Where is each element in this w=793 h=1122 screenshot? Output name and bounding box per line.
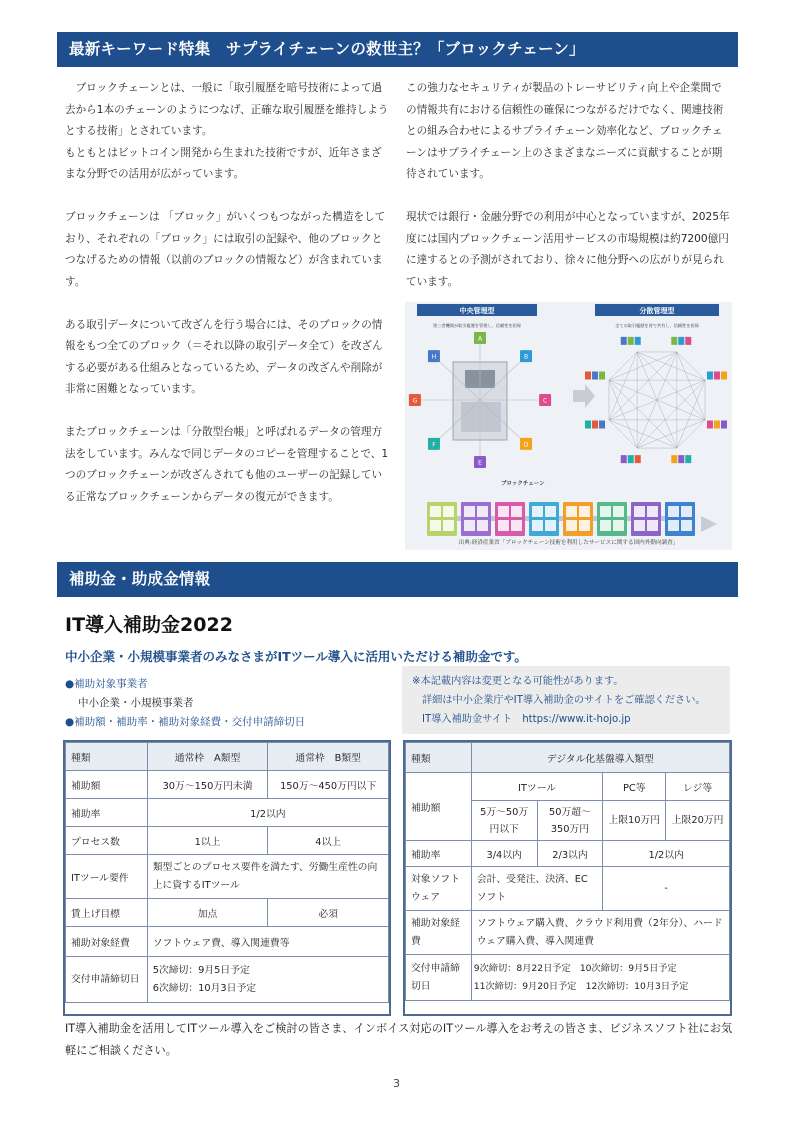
distributed-node-block bbox=[671, 337, 677, 345]
chain-link bbox=[457, 516, 461, 521]
left-column bbox=[65, 78, 391, 530]
distributed-node-block bbox=[714, 420, 720, 428]
bullet-eligible: ●補助対象事業者 bbox=[65, 678, 148, 690]
bullet-amounts: ●補助額・補助率・補助対象経費・交付申請締切日 bbox=[65, 716, 306, 728]
chain-block-record bbox=[464, 506, 475, 517]
chain-block-record bbox=[579, 506, 590, 517]
paragraph-security: この強力なセキュリティが製品のトレーサビリティ向上や企業間での情報共有における信頼性の確保につながるだけでなく、関連技術との組み合わせによるサプライチェーン効率化など、ブロックチェーンはサプライチェーン上のさまざまなニーズに貢献することが期待されています。 bbox=[406, 82, 724, 180]
chain-block-record bbox=[477, 506, 488, 517]
chain-block-record bbox=[477, 520, 488, 531]
chain-block-record bbox=[430, 520, 441, 531]
paragraph-origin: もともとはビットコイン開発から生まれた技術ですが、近年さまざまな分野での活用が広がっています。 bbox=[65, 146, 382, 180]
chain-block-record bbox=[600, 520, 611, 531]
distributed-node-block bbox=[678, 337, 684, 345]
distributed-node-block bbox=[685, 337, 691, 345]
distributed-node-block bbox=[721, 372, 727, 380]
central-node-letter: A bbox=[477, 335, 483, 343]
t2-label: 補助額 bbox=[406, 773, 472, 841]
paragraph-market: 現状では銀行・金融分野での利用が中心となっていますが、2025年度には国内ブロックチェーン活用サービスの市場規模は約7200億円に達するとの予測がされており、徐々に他分野への広がりが見られています。 bbox=[406, 211, 730, 288]
distributed-node-block bbox=[585, 372, 591, 380]
notice-line-1: ※本記載内容は変更となる可能性があります。 bbox=[412, 676, 624, 687]
chain-link bbox=[525, 516, 529, 521]
distributed-node-block bbox=[599, 420, 605, 428]
distributed-node-block bbox=[628, 337, 634, 345]
chain-block-record bbox=[634, 506, 645, 517]
chain-block-record bbox=[647, 506, 658, 517]
t2-cell: - bbox=[603, 867, 730, 911]
central-node-letter: H bbox=[431, 353, 437, 361]
t1-cell: 類型ごとのプロセス要件を満たす、労働生産性の向上に資するITツール bbox=[147, 855, 388, 899]
distributed-node-block bbox=[585, 420, 591, 428]
blockchain-diagram bbox=[405, 302, 732, 550]
chain-block-record bbox=[566, 506, 577, 517]
chain-block-record bbox=[532, 520, 543, 531]
section-heading-subsidy: 補助金・助成金情報 bbox=[57, 562, 738, 597]
t2-deadline-2: 11次締切：9月20日予定 12次締切：10月3日予定 bbox=[473, 980, 689, 992]
distributed-link bbox=[609, 380, 677, 448]
chain-block-record bbox=[613, 506, 624, 517]
distributed-node-block bbox=[671, 455, 677, 463]
t1-cell: 1以上 bbox=[147, 827, 268, 855]
t2-sub-it: ITツール bbox=[471, 773, 603, 801]
chain-block-record bbox=[443, 506, 454, 517]
notice-link[interactable]: IT導入補助金サイト https://www.it-hojo.jp bbox=[422, 714, 631, 725]
chain-link bbox=[491, 516, 495, 521]
t2-header-type: 種類 bbox=[406, 743, 472, 773]
distributed-link bbox=[637, 380, 705, 448]
distributed-link bbox=[677, 352, 705, 380]
chain-block-record bbox=[634, 520, 645, 531]
distributed-node-block bbox=[592, 372, 598, 380]
distributed-node-block bbox=[707, 420, 713, 428]
distributed-node-block bbox=[678, 455, 684, 463]
central-node-letter: B bbox=[523, 353, 529, 361]
t2-sub-pc: PC等 bbox=[603, 773, 666, 801]
chain-block-record bbox=[647, 520, 658, 531]
t1-deadline-2: 6次締切：10月3日予定 bbox=[152, 982, 257, 994]
table-digital-frame bbox=[405, 742, 730, 1001]
chain-block-record bbox=[668, 506, 679, 517]
distributed-link bbox=[609, 352, 637, 420]
paragraph-structure: ブロックチェーンは 「ブロック」がいくつもつながった構造をしており、それぞれの「ブロック」には取引の記録や、他のブロックとつなげるための情報（以前のブロックの情報など）が含まれています。 bbox=[65, 211, 386, 288]
chain-block-record bbox=[681, 520, 692, 531]
distributed-node-block bbox=[721, 420, 727, 428]
diagram-source: 出典:経済産業省「ブロックチェーン技術を利用したサービスに関する国内外動向調査」 bbox=[458, 540, 679, 546]
t1-label: 交付申請締切日 bbox=[66, 957, 148, 1003]
chain-link bbox=[627, 516, 631, 521]
notice-line-2: 詳細は中小企業庁やIT導入補助金のサイトをご確認ください。 bbox=[422, 695, 706, 706]
right-column bbox=[406, 78, 732, 315]
t2-cell: 会計、受発注、決済、ECソフト bbox=[471, 867, 603, 911]
chain-block-record bbox=[443, 520, 454, 531]
t2-label: 補助対象経費 bbox=[406, 911, 472, 955]
t1-deadline-1: 5次締切：9月5日予定 bbox=[152, 964, 250, 976]
distributed-node-block bbox=[635, 455, 641, 463]
distributed-node-block bbox=[685, 455, 691, 463]
distributed-node-block bbox=[628, 455, 634, 463]
t1-header-a: 通常枠 A類型 bbox=[147, 743, 268, 771]
t1-label: ITツール要件 bbox=[66, 855, 148, 899]
distributed-link bbox=[609, 420, 677, 448]
t2-cell: 3/4以内 bbox=[471, 841, 537, 867]
notice-box bbox=[402, 666, 730, 734]
t1-label: プロセス数 bbox=[66, 827, 148, 855]
subsidy-bullets bbox=[65, 675, 305, 732]
distributed-node-block bbox=[714, 372, 720, 380]
t2-cell: ソフトウェア購入費、クラウド利用費（2年分）、ハードウェア購入費、導入関連費 bbox=[471, 911, 729, 955]
t2-cell bbox=[471, 955, 729, 1001]
chain-block-record bbox=[545, 506, 556, 517]
paragraph-definition: ブロックチェーンとは、一般に「取引履歴を暗号技術によって過去から1本のチェーンのようにつなげ、正確な取引履歴を維持しようとする技術」とされています。 bbox=[65, 82, 389, 137]
chain-block-record bbox=[579, 520, 590, 531]
distributed-node-block bbox=[621, 337, 627, 345]
chain-block-record bbox=[613, 520, 624, 531]
chain-block-record bbox=[430, 506, 441, 517]
chain-block-record bbox=[464, 520, 475, 531]
distributed-title: 分散管理型 bbox=[639, 307, 675, 315]
distributed-link bbox=[609, 352, 637, 380]
distributed-node-block bbox=[599, 372, 605, 380]
chain-block-record bbox=[668, 520, 679, 531]
central-node-letter: F bbox=[432, 441, 436, 449]
t2-label: 補助率 bbox=[406, 841, 472, 867]
t1-label: 補助率 bbox=[66, 799, 148, 827]
chain-link bbox=[593, 516, 597, 521]
t2-label: 対象ソフトウェア bbox=[406, 867, 472, 911]
central-title: 中央管理型 bbox=[459, 307, 495, 315]
t1-cell: 4以上 bbox=[268, 827, 389, 855]
distributed-link bbox=[609, 352, 677, 420]
central-node-letter: G bbox=[412, 397, 418, 405]
t2-sub-reg: レジ等 bbox=[666, 773, 730, 801]
t2-cell: 50万超～350万円 bbox=[537, 801, 603, 841]
chain-link bbox=[661, 516, 665, 521]
t2-cell: 1/2以内 bbox=[603, 841, 730, 867]
t1-cell: 加点 bbox=[147, 899, 268, 927]
distributed-node-block bbox=[592, 420, 598, 428]
chain-arrow-icon bbox=[701, 516, 717, 532]
distributed-link bbox=[637, 352, 705, 380]
t1-cell: 30万～150万円未満 bbox=[147, 771, 268, 799]
t2-deadline-1: 9次締切：8月22日予定 10次締切：9月5日予定 bbox=[473, 962, 677, 974]
arrow-icon bbox=[573, 384, 595, 408]
t2-cell: 上限10万円 bbox=[603, 801, 666, 841]
central-node-letter: D bbox=[523, 441, 529, 449]
chain-block-record bbox=[566, 520, 577, 531]
t1-cell: 150万～450万円以下 bbox=[268, 771, 389, 799]
chain-block-record bbox=[498, 506, 509, 517]
t1-cell: ソフトウェア費、導入関連費等 bbox=[147, 927, 388, 957]
central-ledger bbox=[461, 402, 501, 432]
chain-label: ブロックチェーン bbox=[501, 481, 545, 487]
subsidy-title: IT導入補助金2022 bbox=[65, 614, 233, 636]
chain-block-record bbox=[681, 506, 692, 517]
chain-block-record bbox=[498, 520, 509, 531]
distributed-link bbox=[609, 420, 637, 448]
subsidy-subtitle: 中小企業・小規模事業者のみなさまがITツール導入に活用いただける補助金です。 bbox=[65, 649, 527, 664]
t1-label: 補助対象経費 bbox=[66, 927, 148, 957]
central-node-letter: C bbox=[542, 397, 548, 405]
central-node-letter: E bbox=[478, 459, 482, 467]
t1-cell: 1/2以内 bbox=[147, 799, 388, 827]
distributed-node-block bbox=[621, 455, 627, 463]
table-normal-frame bbox=[65, 742, 389, 1003]
chain-block-record bbox=[511, 506, 522, 517]
t2-cell: 上限20万円 bbox=[666, 801, 730, 841]
section-heading-blockchain: 最新キーワード特集 サプライチェーンの救世主？「ブロックチェーン」 bbox=[57, 32, 738, 67]
chain-block-record bbox=[600, 506, 611, 517]
chain-block-record bbox=[511, 520, 522, 531]
t1-label: 補助額 bbox=[66, 771, 148, 799]
distributed-node-block bbox=[635, 337, 641, 345]
central-caption: 第三者機関が取引履歴を管理し、信頼性を担保 bbox=[433, 323, 521, 328]
t1-header-type: 種類 bbox=[66, 743, 148, 771]
t2-cell: 5万～50万円以下 bbox=[471, 801, 537, 841]
distributed-link bbox=[637, 352, 705, 420]
t2-cell: 2/3以内 bbox=[537, 841, 603, 867]
paragraph-distributed: またブロックチェーンは「分散型台帳」と呼ばれるデータの管理方法をしています。みんなで同じデータのコピーを管理することで、1つのブロックチェーンが改ざんされても他のユーザーの記録している正常なブロックチェーンからデータの復元ができます。 bbox=[65, 426, 389, 503]
paragraph-tamper: ある取引データについて改ざんを行う場合には、そのブロックの情報をもつ全てのブロック（＝それ以降の取引データ全て）を改ざんする必要がある仕組みとなっているため、データの改ざんや削除が非常に困難となっています。 bbox=[65, 318, 383, 395]
chain-block-record bbox=[545, 520, 556, 531]
t1-cell: 必須 bbox=[268, 899, 389, 927]
page-number: 3 bbox=[393, 1077, 400, 1090]
t1-label: 賃上げ目標 bbox=[66, 899, 148, 927]
distributed-node-block bbox=[707, 372, 713, 380]
closing-text: IT導入補助金を活用してITツール導入をご検討の皆さま、インボイス対応のITツール導入をお考えの皆さま、ビジネスソフト社にお気軽にご相談ください。 bbox=[65, 1022, 733, 1057]
distributed-caption: 全ての取引履歴を皆で共有し、信頼性を担保 bbox=[615, 323, 699, 328]
bullet-eligible-value: 中小企業・小規模事業者 bbox=[78, 697, 194, 709]
distributed-link bbox=[609, 380, 637, 448]
t2-header-digital: デジタル化基盤導入類型 bbox=[471, 743, 729, 773]
chain-block-record bbox=[532, 506, 543, 517]
t1-header-b: 通常枠 B類型 bbox=[268, 743, 389, 771]
t2-label: 交付申請締切日 bbox=[406, 955, 472, 1001]
chain-link bbox=[559, 516, 563, 521]
distributed-link bbox=[677, 420, 705, 448]
t1-cell bbox=[147, 957, 388, 1003]
